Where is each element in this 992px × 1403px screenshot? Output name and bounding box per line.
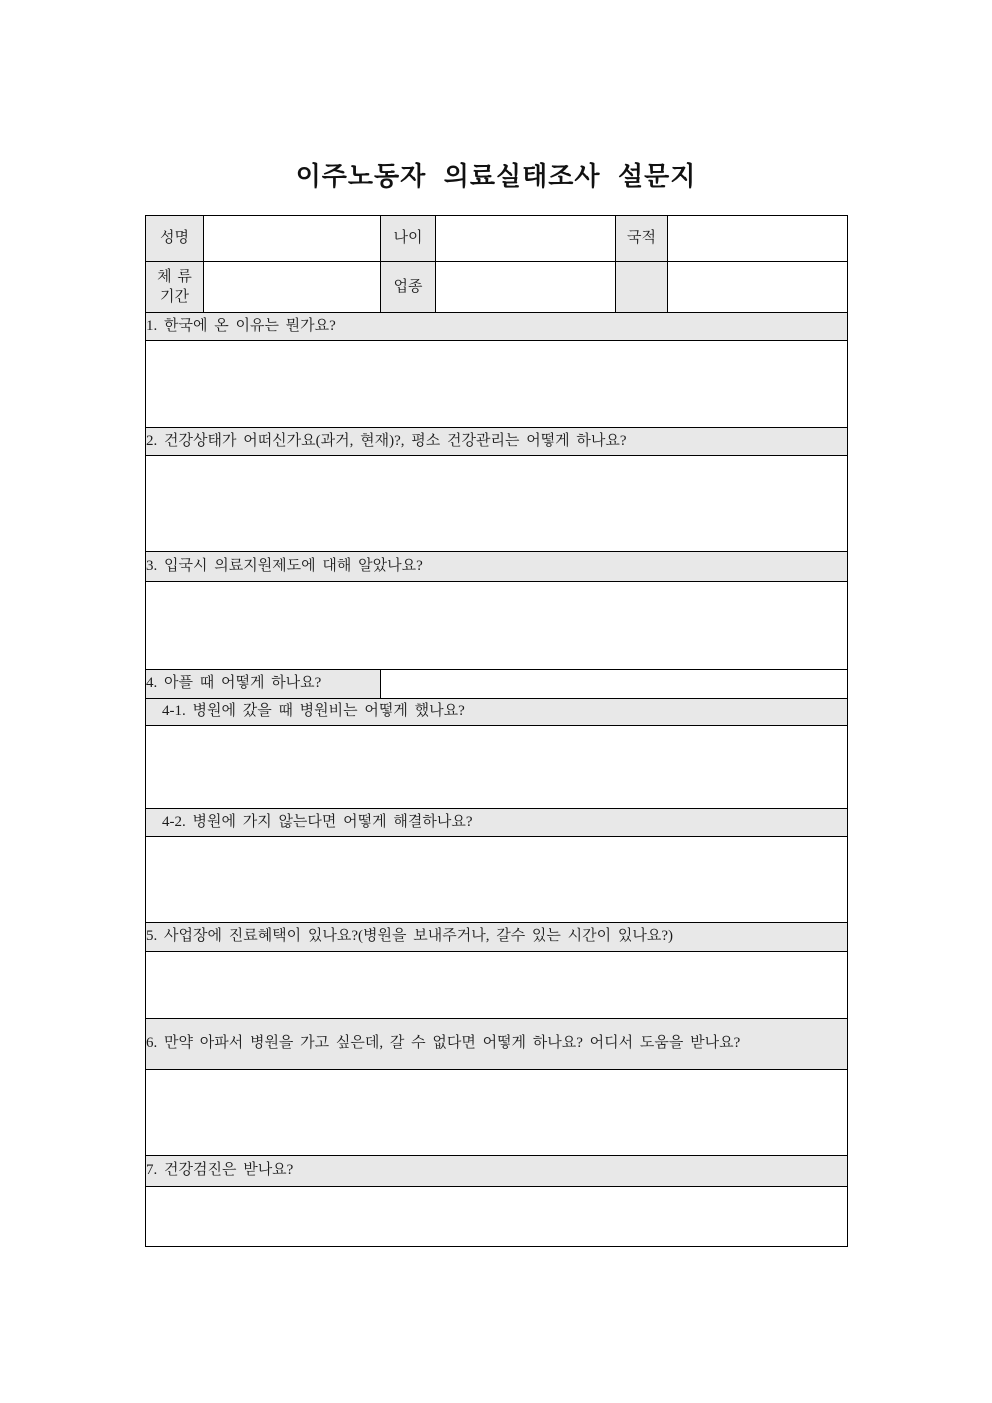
question-6-label: 6. 만약 아파서 병원을 가고 싶은데, 갈 수 없다면 어떻게 하나요? 어디서 도움을 받나요? xyxy=(146,1019,848,1070)
nationality-value-cell[interactable] xyxy=(668,216,848,262)
shaded-empty-cell xyxy=(616,262,668,313)
survey-form-table xyxy=(145,215,848,1247)
question-4-label: 4. 아플 때 어떻게 하나요? xyxy=(146,670,381,699)
question-4-answer-box[interactable] xyxy=(381,670,848,699)
question-7-answer-box[interactable] xyxy=(146,1187,848,1247)
extra-value-cell[interactable] xyxy=(668,262,848,313)
question-4-1-label: 4-1. 병원에 갔을 때 병원비는 어떻게 했나요? xyxy=(146,699,848,726)
stay-period-label xyxy=(146,262,204,313)
question-5-label: 5. 사업장에 진료혜택이 있나요?(병원을 보내주거나, 갈수 있는 시간이 있나요?) xyxy=(146,923,848,952)
name-value-cell[interactable] xyxy=(204,216,381,262)
question-2-label: 2. 건강상태가 어떠신가요(과거, 현재)?, 평소 건강관리는 어떻게 하나요? xyxy=(146,428,848,456)
question-7-label: 7. 건강검진은 받나요? xyxy=(146,1156,848,1187)
age-label: 나이 xyxy=(381,216,436,262)
nationality-label: 국적 xyxy=(616,216,668,262)
question-1-label: 1. 한국에 온 이유는 뭔가요? xyxy=(146,313,848,341)
age-value-cell[interactable] xyxy=(436,216,616,262)
stay-period-label-line1: 체 류 xyxy=(157,268,192,285)
question-2-answer-box[interactable] xyxy=(146,456,848,552)
question-3-answer-box[interactable] xyxy=(146,582,848,670)
question-3-label: 3. 입국시 의료지원제도에 대해 알았나요? xyxy=(146,552,848,582)
stay-period-value-cell[interactable] xyxy=(204,262,381,313)
question-4-2-label: 4-2. 병원에 가지 않는다면 어떻게 해결하나요? xyxy=(146,809,848,837)
question-6-answer-box[interactable] xyxy=(146,1070,848,1156)
industry-value-cell[interactable] xyxy=(436,262,616,313)
industry-label: 업종 xyxy=(381,262,436,313)
stay-period-label-line2: 기간 xyxy=(160,289,189,305)
document-title: 이주노동자 의료실태조사 설문지 xyxy=(295,162,697,191)
question-1-answer-box[interactable] xyxy=(146,341,848,428)
question-4-1-answer-box[interactable] xyxy=(146,726,848,809)
question-4-2-answer-box[interactable] xyxy=(146,837,848,923)
question-5-answer-box[interactable] xyxy=(146,952,848,1019)
name-label: 성명 xyxy=(146,216,204,262)
